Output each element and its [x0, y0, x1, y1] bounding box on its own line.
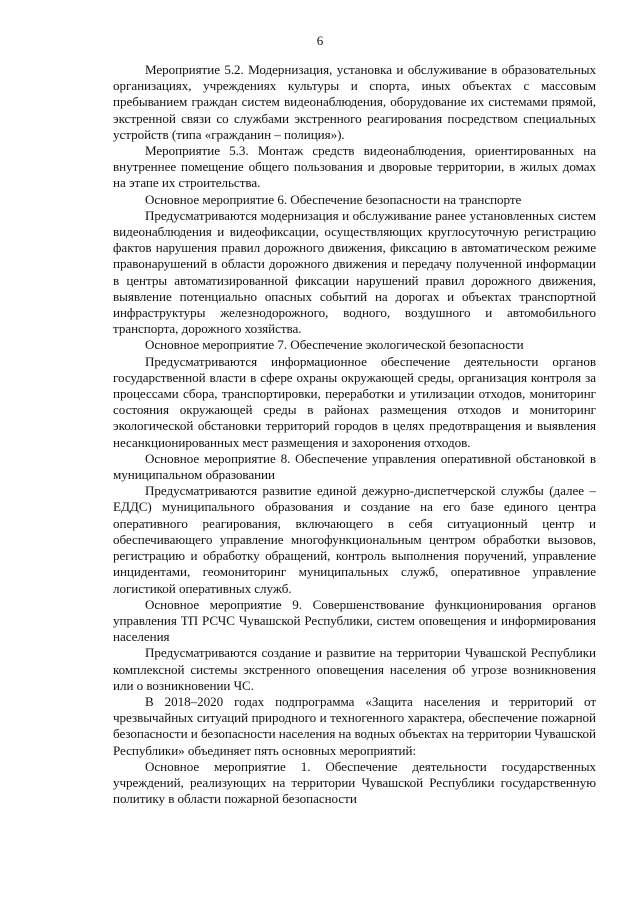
paragraph-main-measure-7-heading: Основное мероприятие 7. Обеспечение экологической безопасности	[145, 337, 524, 353]
paragraph-main-measure-6-heading: Основное мероприятие 6. Обеспечение безопасности на транспорте	[145, 191, 522, 207]
paragraph-main-measure-9-heading: Основное мероприятие 9. Совершенствование функционирования органов управления ТП РСЧС Чувашской Республики, систем оповещения и информирования населения	[113, 596, 596, 645]
paragraph-main-measure-8-body: Предусматриваются развитие единой дежурно-диспетчерской службы (далее – ЕДДС) муниципального образования и создание на его базе единого центра оперативного реагирования, включающего в себя ситуационный центр и обеспечивающего управление многофункциональным центром обработки вызовов, регистрацию и обработку обращений, контроль выполнения поручений, управление инцидентами, геомониторинг муниципальных служб, оперативное управление логистикой оперативных служб.	[113, 483, 596, 596]
paragraph-main-measure-7-body: Предусматриваются информационное обеспечение деятельности органов государственной власти в сфере охраны окружающей среды, организация контроля за процессами сбора, транспортировки, переработки и утилизации отходов, мониторинг состояния окружающей среды в районах размещения отходов и мониторинг экологической обстановки территорий городов в целях предотвращения и выявления несанкционированных мест размещения и захоронения отходов.	[113, 353, 596, 450]
paragraph-measure-5-2: Мероприятие 5.2. Модернизация, установка и обслуживание в образовательных организациях, учреждениях культуры и спорта, иных объектах с массовым пребыванием граждан систем видеонаблюдения, оборудование их системами прямой, экстренной связи со службами экстренного реагирования посредством специальных устройств (типа «гражданин – полиция»).	[113, 62, 596, 142]
paragraph-subprogram-summary: В 2018–2020 годах подпрограмма «Защита населения и территорий от чрезвычайных ситуаций природного и техногенного характера, обеспечение пожарной безопасности и безопасности населения на водных объектах на территории Чувашской Республики» объединяет пять основных мероприятий:	[113, 693, 596, 758]
paragraph-main-measure-1-heading: Основное мероприятие 1. Обеспечение деятельности государственных учреждений, реализующих на территории Чувашской Республики государственную политику в области пожарной безопасности	[113, 758, 596, 807]
paragraph-main-measure-8-heading: Основное мероприятие 8. Обеспечение управления оперативной обстановкой в муниципальном образовании	[113, 450, 596, 483]
document-body	[113, 62, 596, 807]
paragraph-main-measure-6-body: Предусматриваются модернизация и обслуживание ранее установленных систем видеонаблюдения и видеофиксации, осуществляющих круглосуточную регистрацию фактов нарушения правил дорожного движения, фиксацию в автоматическом режиме правонарушений в области дорожного движения и передачу полученной информации в центры автоматизированной фиксации нарушений правил дорожного движения, выявление потенциально опасных событий на дорогах и объектах транспортной инфраструктуры железнодорожного, водного, воздушного и автомобильного транспорта, дорожного хозяйства.	[113, 207, 596, 337]
paragraph-main-measure-9-body: Предусматриваются создание и развитие на территории Чувашской Республики комплексной системы экстренного оповещения населения об угрозе возникновения или о возникновении ЧС.	[113, 645, 596, 693]
page-number: 6	[316, 33, 324, 48]
paragraph-measure-5-3: Мероприятие 5.3. Монтаж средств видеонаблюдения, ориентированных на внутреннее помещение общего пользования и дворовые территории, в жилых домах на этапе их строительства.	[113, 143, 596, 191]
